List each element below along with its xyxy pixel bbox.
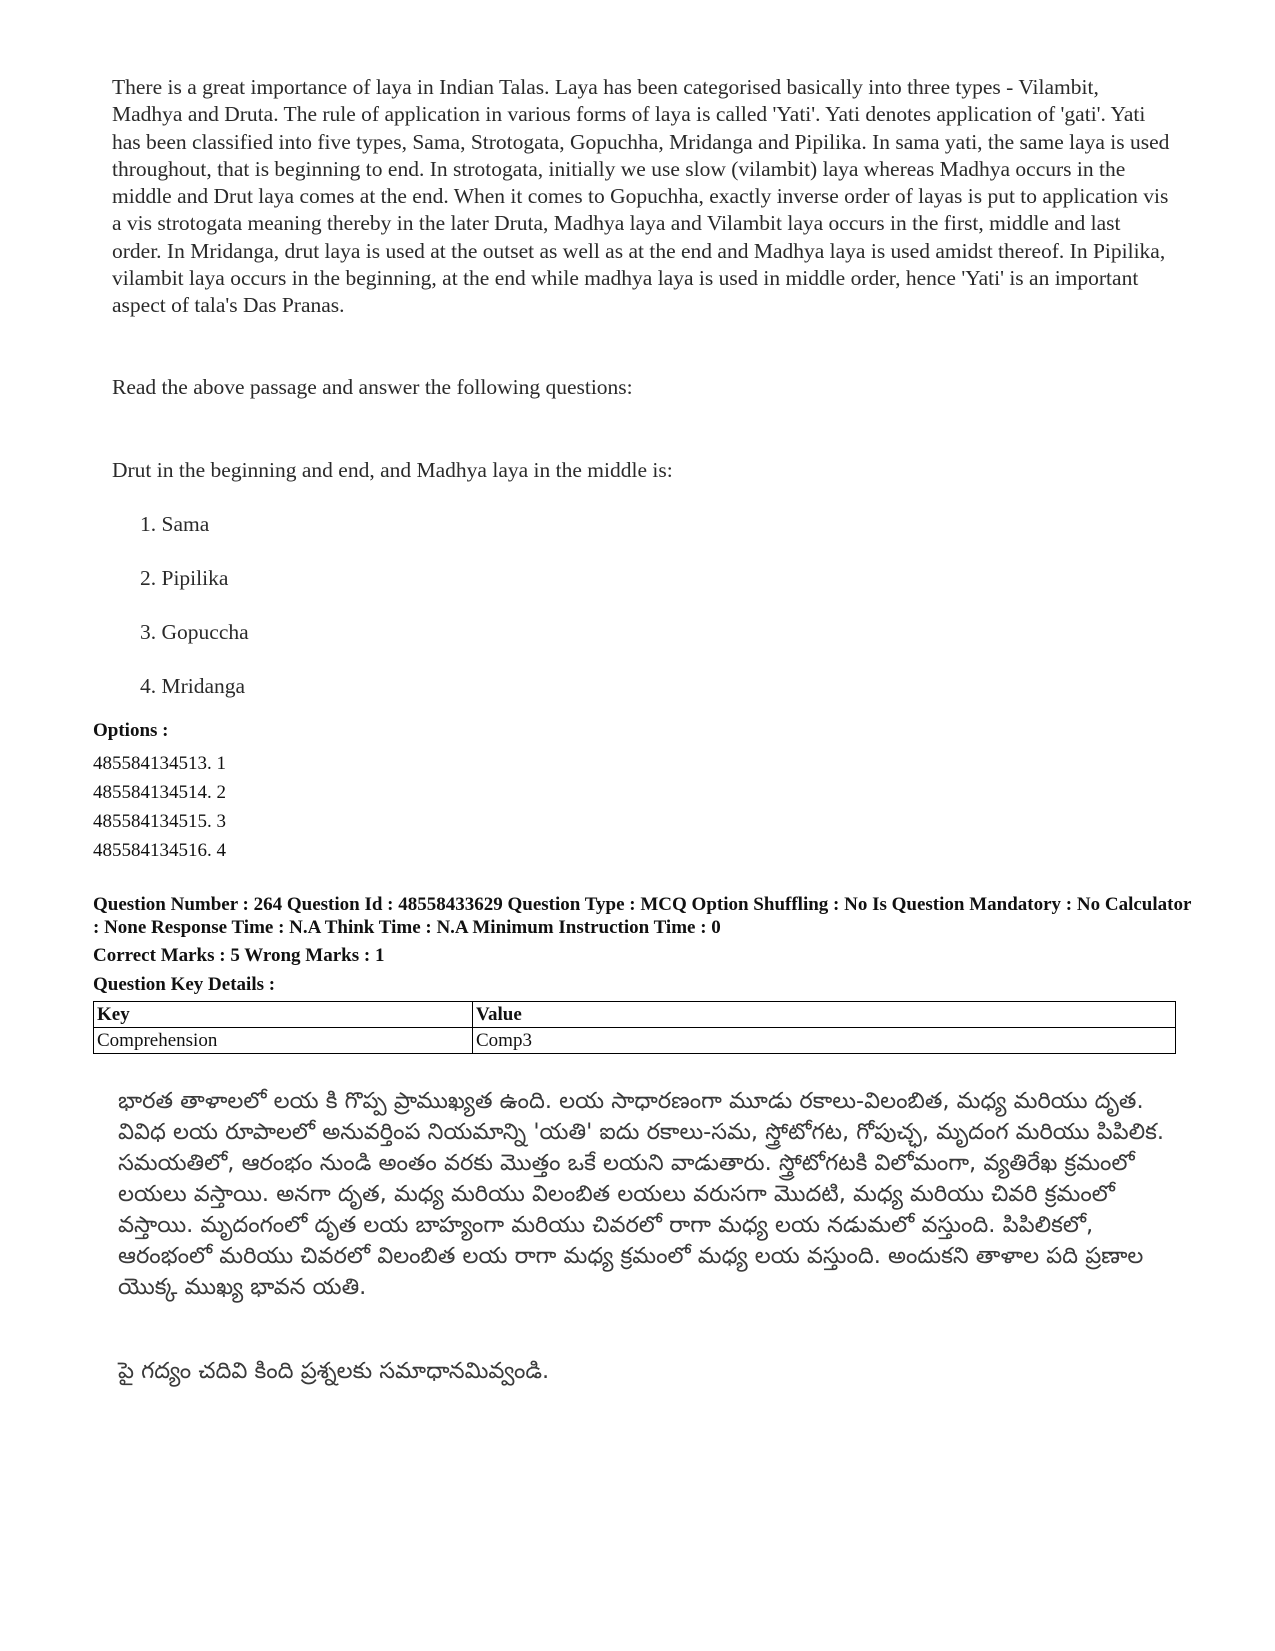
options-list (93, 749, 226, 865)
passage-telugu: భారత తాళాలలో లయ కి గొప్ప ప్రాముఖ్యత ఉంది. లయ సాధారణంగా మూడు రకాలు-విలంబిత, మధ్య మరియు దృత. వివిధ లయ రూపాలలో అనువర్తింప నియమాన్ని 'యతి' ఐదు రకాలు-సమ, స్త్రోటోగట, గోపుచ్ఛ, మృదంగ మరియు పిపిలిక. సమయతిలో, ఆరంభం నుండి అంతం వరకు మొత్తం ఒకే లయని వాడుతారు. స్త్రోటోగటకి విలోమంగా, వ్యతిరేఖ క్రమంలో లయలు వస్తాయి. అనగా దృత, మధ్య మరియు విలంబిత లయలు వరుసగా మొదటి, మధ్య మరియు చివరి క్రమంలో వస్తాయి. మృదంగంలో దృత లయ బాహ్యంగా మరియు చివరలో రాగా మధ్య లయ నడుమలో వస్తుంది. పిపిలికలో, ఆరంభంలో మరియు చివరలో విలంబిత లయ రాగా మధ్య క్రమంలో మధ్య లయ వస్తుంది. అందుకని తాళాల పది ప్రణాల యొక్క ముఖ్య భావన యతి. (118, 1088, 1165, 1300)
option-item: 485584134515. 3 (93, 811, 226, 832)
table-cell-key: Comprehension (94, 1028, 473, 1054)
key-details-label: Question Key Details : (93, 974, 276, 995)
choice-item: 1. Sama (140, 512, 210, 536)
key-details-table (93, 1001, 1176, 1054)
choice-item: 3. Gopuccha (140, 620, 249, 644)
option-item: 485584134516. 4 (93, 840, 226, 861)
table-header-value: Value (473, 1002, 1176, 1028)
choice-list (140, 512, 249, 728)
options-label: Options : (93, 720, 169, 741)
table-row (94, 1028, 1176, 1054)
choice-item: 2. Pipilika (140, 566, 229, 590)
question-metadata: Question Number : 264 Question Id : 48558433629 Question Type : MCQ Option Shuffling : No Is Question Mandatory : No Calculator : None Response Time : N.A Think Time : N.A Minimum Instruction Time : 0 (93, 894, 1192, 938)
question-text: Drut in the beginning and end, and Madhya laya in the middle is: (112, 458, 673, 482)
choice-item: 4. Mridanga (140, 674, 246, 698)
marks-info: Correct Marks : 5 Wrong Marks : 1 (93, 945, 385, 966)
option-item: 485584134513. 1 (93, 753, 226, 774)
option-item: 485584134514. 2 (93, 782, 226, 803)
table-header-key: Key (94, 1002, 473, 1028)
passage-instruction-telugu: పై గద్యం చదివి కింది ప్రశ్నలకు సమాధానమివ్వండి. (118, 1358, 550, 1384)
table-header-row (94, 1002, 1176, 1028)
passage-english: There is a great importance of laya in Indian Talas. Laya has been categorised basically into three types - Vilambit, Madhya and Druta. The rule of application in various forms of laya is called 'Yati'. Yati denotes application of 'gati'. Yati has been classified into five types, Sama, Strotogata, Gopuchha, Mridanga and Pipilika. In sama yati, the same laya is used throughout, that is beginning to end. In strotogata, initially we use slow (vilambit) laya whereas Madhya occurs in the middle and Drut laya comes at the end. When it comes to Gopuchha, exactly inverse order of layas is put to application vis a vis strotogata meaning thereby in the later Druta, Madhya laya and Vilambit laya occurs in the first, middle and last order. In Mridanga, drut laya is used at the outset as well as at the end and Madhya laya is used amidst thereof. In Pipilika, vilambit laya occurs in the beginning, at the end while madhya laya is used in middle order, hence 'Yati' is an important aspect of tala's Das Pranas. (112, 75, 1170, 318)
passage-instruction: Read the above passage and answer the following questions: (112, 375, 633, 399)
table-cell-value: Comp3 (473, 1028, 1176, 1054)
